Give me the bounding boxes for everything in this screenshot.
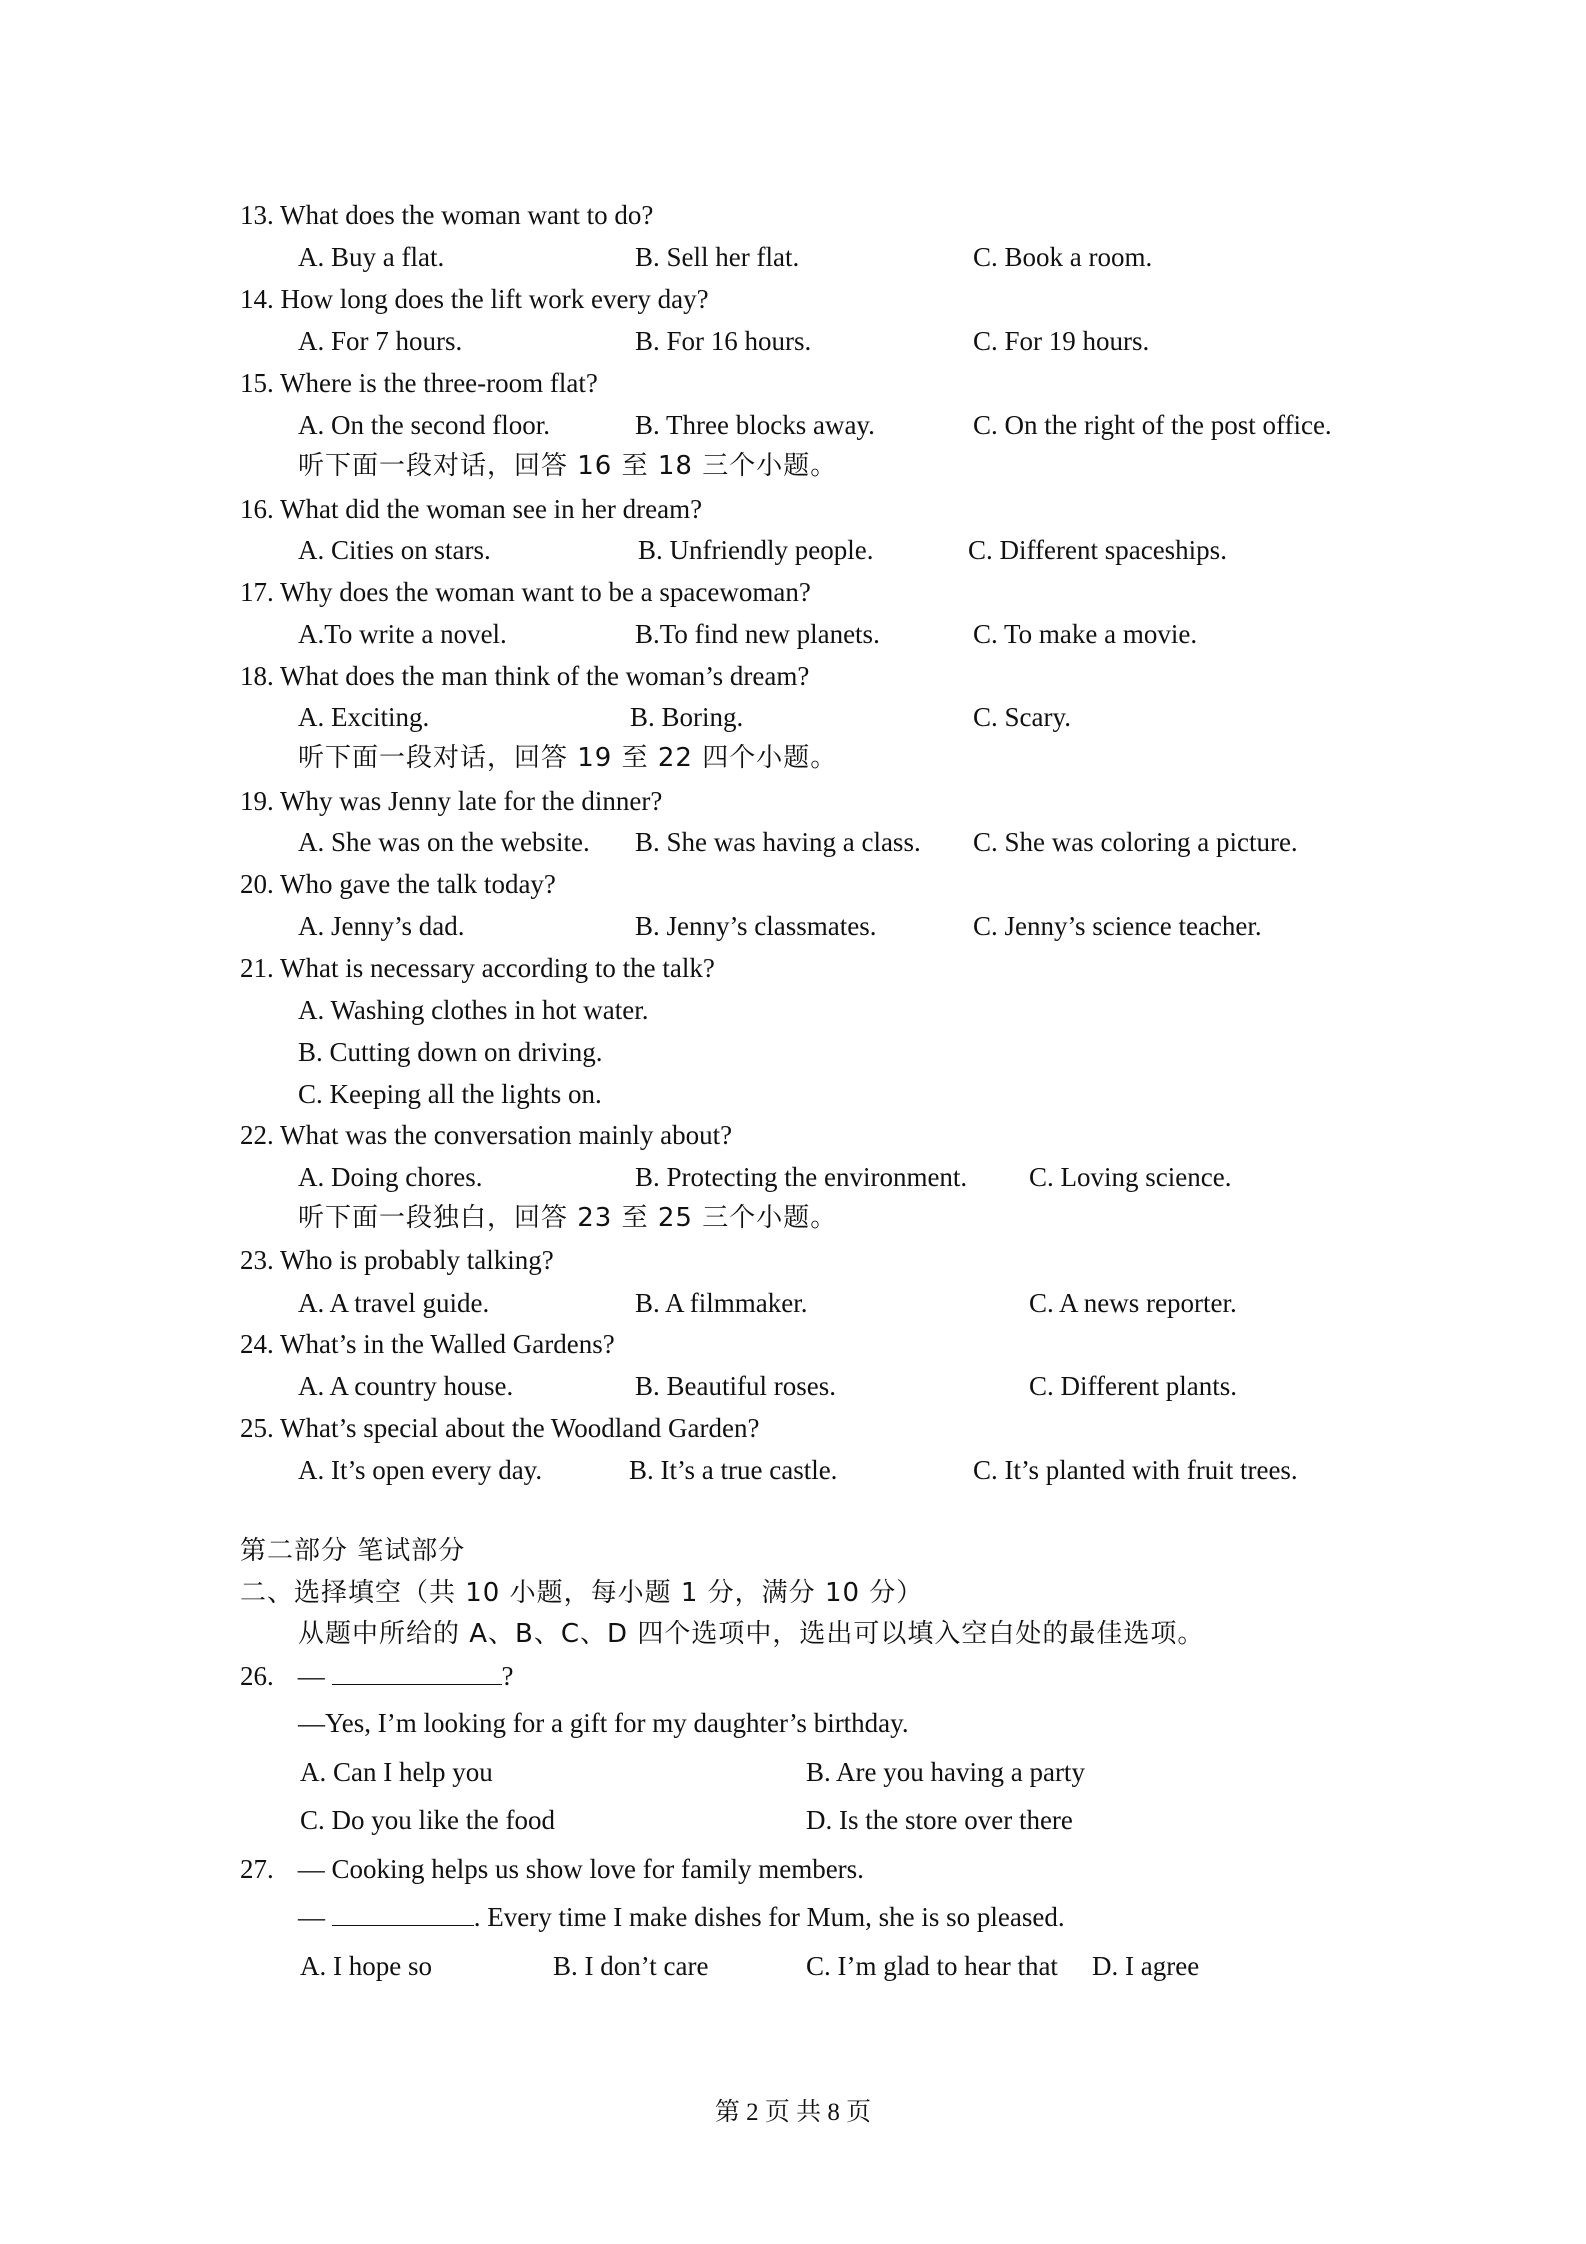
q27-dash: — <box>298 1902 325 1932</box>
q19-option-a: A. She was on the website. <box>298 827 590 857</box>
q27-line-1: — Cooking helps us show love for family members. <box>297 1854 864 1884</box>
q27-blank <box>332 1901 474 1926</box>
instruction-23-25: 听下面一段独白，回答 23 至 25 三个小题。 <box>298 1203 838 1233</box>
question-27 <box>240 1852 864 1886</box>
q16-option-c: C. Different spaceships. <box>968 535 1227 565</box>
question-13: 13. What does the woman want to do? <box>240 200 654 230</box>
q23-option-c: C. A news reporter. <box>1029 1288 1237 1318</box>
page-footer: 第 2 页 共 8 页 <box>714 2099 872 2126</box>
q19-option-b: B. She was having a class. <box>635 827 921 857</box>
q27-option-c: C. I’m glad to hear that <box>806 1951 1058 1981</box>
q26-option-c: C. Do you like the food <box>300 1805 555 1835</box>
q25-option-b: B. It’s a true castle. <box>629 1455 838 1485</box>
q20-option-c: C. Jenny’s science teacher. <box>973 911 1262 941</box>
q26-dash: — <box>297 1661 325 1691</box>
q26-option-a: A. Can I help you <box>300 1757 493 1787</box>
q13-option-b: B. Sell her flat. <box>635 242 800 272</box>
q20-option-b: B. Jenny’s classmates. <box>635 911 877 941</box>
q27-option-b: B. I don’t care <box>553 1951 709 1981</box>
q16-option-a: A. Cities on stars. <box>298 535 491 565</box>
q13-option-a: A. Buy a flat. <box>298 242 445 272</box>
q23-option-b: B. A filmmaker. <box>635 1288 808 1318</box>
q13-option-c: C. Book a room. <box>973 242 1153 272</box>
q27-number: 27. <box>240 1854 274 1884</box>
q26-reply: —Yes, I’m looking for a gift for my daughter’s birthday. <box>298 1708 909 1738</box>
q26-option-d: D. Is the store over there <box>806 1805 1073 1835</box>
q19-option-c: C. She was coloring a picture. <box>973 827 1298 857</box>
question-19: 19. Why was Jenny late for the dinner? <box>240 786 663 816</box>
q15-option-c: C. On the right of the post office. <box>973 410 1332 440</box>
q21-option-b: B. Cutting down on driving. <box>298 1037 603 1067</box>
q27-option-a: A. I hope so <box>300 1951 432 1981</box>
q18-option-c: C. Scary. <box>973 702 1071 732</box>
q22-option-c: C. Loving science. <box>1029 1162 1232 1192</box>
q15-option-a: A. On the second floor. <box>298 410 550 440</box>
question-26 <box>240 1659 513 1693</box>
question-15: 15. Where is the three-room flat? <box>240 368 598 398</box>
question-17: 17. Why does the woman want to be a spacewoman? <box>240 577 811 607</box>
instruction-16-18: 听下面一段对话，回答 16 至 18 三个小题。 <box>298 451 838 481</box>
q17-option-b: B.To find new planets. <box>635 619 880 649</box>
q18-option-a: A. Exciting. <box>298 702 430 732</box>
q24-option-c: C. Different plants. <box>1029 1371 1237 1401</box>
q27-reply-text: . Every time I make dishes for Mum, she is so pleased. <box>473 1902 1065 1932</box>
q14-option-a: A. For 7 hours. <box>298 326 463 356</box>
q21-option-a: A. Washing clothes in hot water. <box>298 995 649 1025</box>
q26-question-mark: ? <box>501 1661 514 1691</box>
q20-option-a: A. Jenny’s dad. <box>298 911 465 941</box>
instruction-19-22: 听下面一段对话，回答 19 至 22 四个小题。 <box>298 743 838 773</box>
question-16: 16. What did the woman see in her dream? <box>240 494 703 524</box>
section-two-title: 二、选择填空（共 10 小题，每小题 1 分，满分 10 分） <box>240 1578 924 1608</box>
q14-option-c: C. For 19 hours. <box>973 326 1150 356</box>
question-22: 22. What was the conversation mainly about? <box>240 1120 733 1150</box>
q27-reply <box>298 1900 1065 1934</box>
q26-number: 26. <box>240 1661 274 1691</box>
part-two-title: 第二部分 笔试部分 <box>240 1536 466 1566</box>
q21-option-c: C. Keeping all the lights on. <box>298 1079 602 1109</box>
question-24: 24. What’s in the Walled Gardens? <box>240 1329 615 1359</box>
q18-option-b: B. Boring. <box>630 702 744 732</box>
q15-option-b: B. Three blocks away. <box>635 410 875 440</box>
q25-option-c: C. It’s planted with fruit trees. <box>973 1455 1298 1485</box>
question-21: 21. What is necessary according to the talk? <box>240 953 715 983</box>
question-23: 23. Who is probably talking? <box>240 1245 554 1275</box>
q24-option-a: A. A country house. <box>298 1371 514 1401</box>
q27-option-d: D. I agree <box>1092 1951 1200 1981</box>
q25-option-a: A. It’s open every day. <box>298 1455 543 1485</box>
q16-option-b: B. Unfriendly people. <box>638 535 874 565</box>
q17-option-a: A.To write a novel. <box>298 619 507 649</box>
section-two-instruction: 从题中所给的 A、B、C、D 四个选项中，选出可以填入空白处的最佳选项。 <box>298 1619 1205 1649</box>
question-18: 18. What does the man think of the woman’s dream? <box>240 661 810 691</box>
question-14: 14. How long does the lift work every day? <box>240 284 709 314</box>
q22-option-a: A. Doing chores. <box>298 1162 483 1192</box>
q23-option-a: A. A travel guide. <box>298 1288 490 1318</box>
q14-option-b: B. For 16 hours. <box>635 326 812 356</box>
question-20: 20. Who gave the talk today? <box>240 869 556 899</box>
q24-option-b: B. Beautiful roses. <box>635 1371 836 1401</box>
q26-blank <box>332 1660 502 1685</box>
question-25: 25. What’s special about the Woodland Garden? <box>240 1413 760 1443</box>
q17-option-c: C. To make a movie. <box>973 619 1198 649</box>
q22-option-b: B. Protecting the environment. <box>635 1162 968 1192</box>
q26-option-b: B. Are you having a party <box>806 1757 1085 1787</box>
